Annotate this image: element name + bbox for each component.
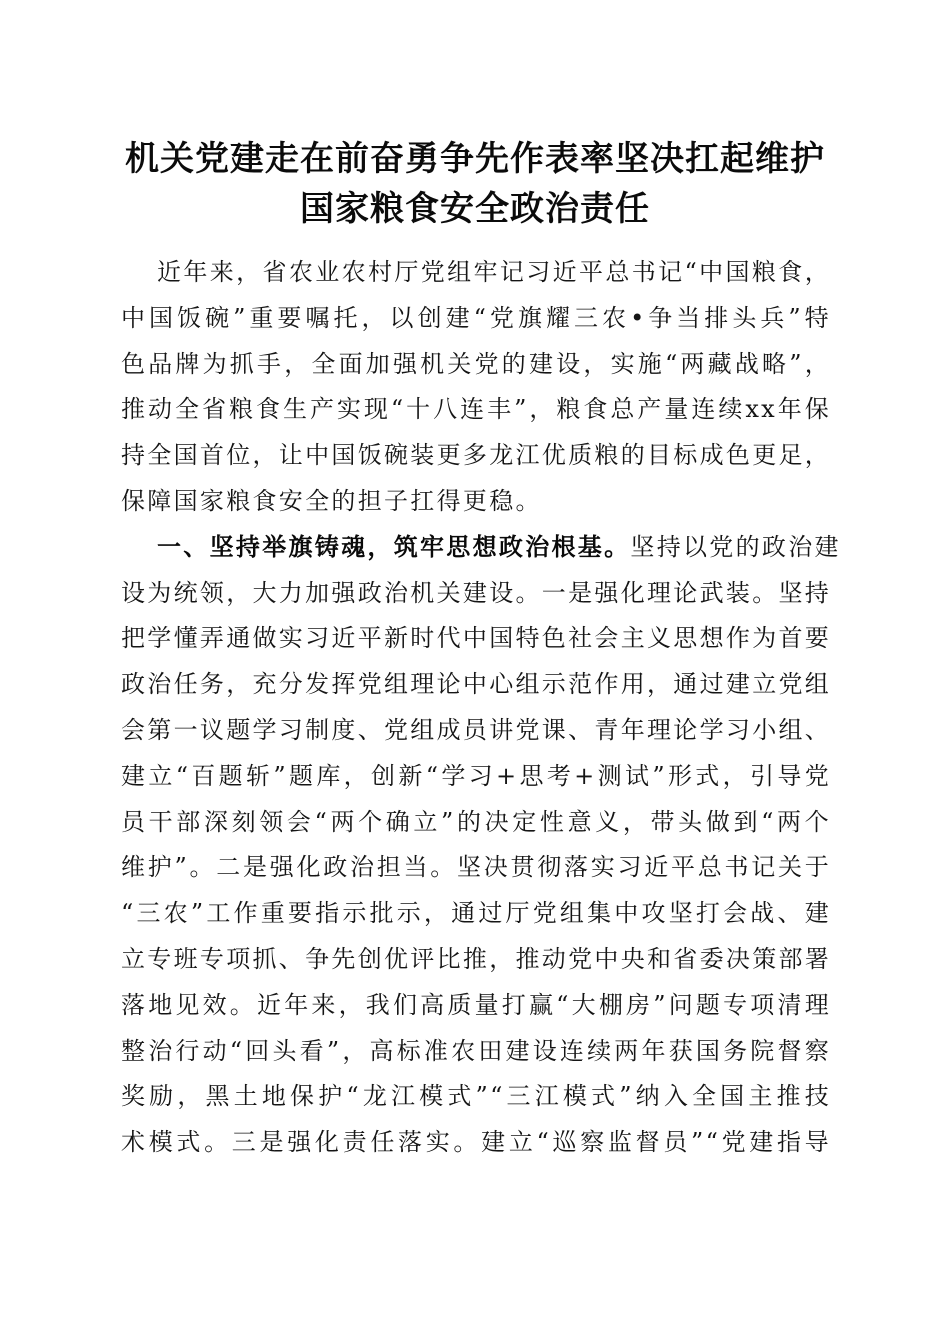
title-line: 机关党建走在前奋勇争先作表率坚决扛起维护 xyxy=(125,139,825,179)
paragraph-line: 色品牌为抓手，全面加强机关党的建设，实施“两藏战略”， xyxy=(121,349,831,378)
paragraph-line xyxy=(121,525,841,571)
paragraph-line: 中国饭碗”重要嘱托，以创建“党旗耀三农•争当排头兵”特 xyxy=(121,303,831,332)
paragraph-line: 落地见效。近年来，我们高质量打赢“大棚房”问题专项清理 xyxy=(121,990,831,1019)
paragraph-line: 整治行动“回头看”，高标准农田建设连续两年获国务院督察 xyxy=(121,1036,831,1065)
paragraph-line: 员干部深刻领会“两个确立”的决定性意义，带头做到“两个 xyxy=(121,807,831,836)
paragraph-section-one xyxy=(121,525,841,1166)
paragraph-line: “三农”工作重要指示批示，通过厅党组集中攻坚打会战、建 xyxy=(121,899,831,928)
paragraph-text: 坚持以党的政治建 xyxy=(630,532,841,561)
paragraph-line: 维护”。二是强化政治担当。坚决贯彻落实习近平总书记关于 xyxy=(121,853,831,882)
paragraph-line: 设为统领，大力加强政治机关建设。一是强化理论武装。坚持 xyxy=(121,578,832,607)
paragraph-line: 术模式。三是强化责任落实。建立“巡察监督员”“党建指导 xyxy=(121,1128,831,1157)
paragraph-line: 政治任务，充分发挥党组理论中心组示范作用，通过建立党组 xyxy=(121,670,832,699)
paragraph-line: 持全国首位，让中国饭碗装更多龙江优质粮的目标成色更足， xyxy=(121,441,832,470)
paragraph-line: 奖励，黑土地保护“龙江模式”“三江模式”纳入全国主推技 xyxy=(121,1082,831,1111)
document-body xyxy=(121,250,841,1166)
paragraph-line: 把学懂弄通做实习近平新时代中国特色社会主义思想作为首要 xyxy=(121,624,832,653)
paragraph-line: 保障国家粮食安全的担子扛得更稳。 xyxy=(121,486,542,515)
paragraph-line: 会第一议题学习制度、党组成员讲党课、青年理论学习小组、 xyxy=(121,715,832,744)
document-title xyxy=(100,134,850,234)
paragraph-line: 近年来，省农业农村厅党组牢记习近平总书记“中国粮食， xyxy=(157,258,831,286)
paragraph-line: 立专班专项抓、争先创优评比推，推动党中央和省委决策部署 xyxy=(121,944,832,973)
paragraph-intro xyxy=(121,250,831,525)
title-line: 国家粮食安全政治责任 xyxy=(300,189,650,229)
section-heading: 一、坚持举旗铸魂，筑牢思想政治根基。 xyxy=(157,532,631,561)
paragraph-line: 推动全省粮食生产实现“十八连丰”，粮食总产量连续xx年保 xyxy=(121,395,831,424)
paragraph-line: 建立“百题斩”题库，创新“学习+思考+测试”形式，引导党 xyxy=(121,761,831,790)
